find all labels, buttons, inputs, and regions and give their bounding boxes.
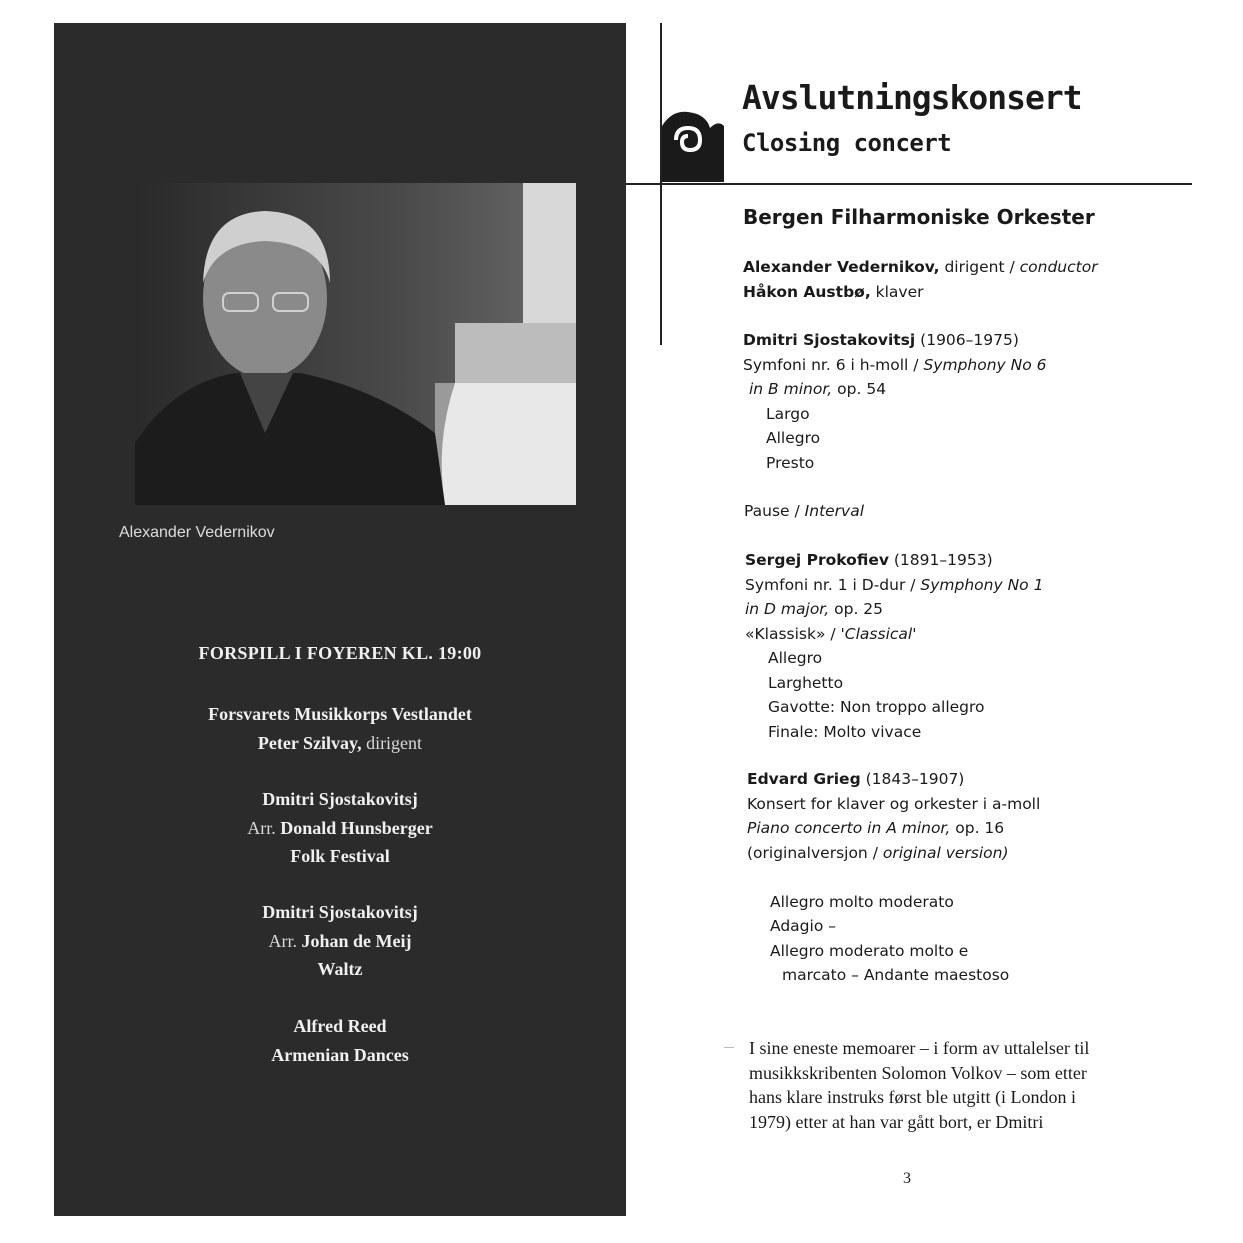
orchestra-name: Bergen Filharmoniske Orkester — [743, 205, 1095, 229]
piece-composer: Alfred Reed — [293, 1016, 387, 1036]
work-years: (1906–1975) — [920, 331, 1019, 349]
work-prokofiev: Sergej Prokofiev (1891–1953) Symfoni nr. 1 i D-dur / Symphony No 1 in D major, op. 25 «Klassisk» / 'Classical' Allegro Larghetto Gavotte: Non troppo allegro Finale: Molto vivace — [745, 548, 1043, 744]
movement: Allegro moderato molto e — [770, 941, 969, 960]
work-title-en: Symphony No 1 — [920, 575, 1044, 594]
movement: Allegro molto moderato — [770, 892, 954, 911]
work-title-no: Konsert for klaver og orkester i a-moll — [747, 794, 1041, 813]
performer-soloist: Håkon Austbø, klaver — [743, 282, 924, 301]
piece-title: Waltz — [317, 959, 363, 979]
piece-arranger: Donald Hunsberger — [280, 817, 433, 838]
movement: Larghetto — [768, 673, 844, 692]
piece-composer: Dmitri Sjostakovitsj — [262, 902, 418, 922]
work-title-no: Symfoni nr. 1 i D-dur — [745, 575, 906, 594]
work-years: (1843–1907) — [865, 770, 965, 788]
prelude-piece-3 — [54, 1012, 626, 1069]
movement: Gavotte: Non troppo allegro — [768, 698, 985, 716]
page-number: 3 — [903, 1170, 911, 1187]
work-years: (1891–1953) — [893, 551, 993, 569]
work-title-en: Symphony No 6 — [923, 355, 1047, 374]
work-opus: op. 54 — [837, 380, 887, 398]
conductor-portrait-image — [135, 183, 576, 505]
photo-caption: Alexander Vedernikov — [119, 524, 275, 541]
work-title-no: Symfoni nr. 6 i h-moll — [743, 355, 909, 374]
work-grieg: Edvard Grieg (1843–1907) Konsert for klaver og orkester i a-moll Piano concerto in A minor, op. 16 (originalversjon / original version) Allegro molto moderato Adagio – Allegro moderato molto e marcato – Andante maestoso — [747, 767, 1040, 988]
page-title: Avslutningskonsert — [742, 78, 1082, 117]
work-shostakovich: Dmitri Sjostakovitsj (1906–1975) Symfoni nr. 6 i h-moll / Symphony No 6 in B minor, op. 54 Largo Allegro Presto — [743, 328, 1047, 475]
margin-mark — [724, 1047, 734, 1048]
work-opus: op. 16 — [955, 819, 1005, 837]
ensemble-conductor-role: dirigent — [366, 732, 423, 753]
horizontal-rule — [626, 183, 1192, 185]
performer-conductor: Alexander Vedernikov, dirigent / conductor — [743, 258, 1098, 276]
work-composer: Edvard Grieg — [747, 770, 861, 788]
performers-list — [743, 255, 1098, 304]
piece-arranger: Johan de Meij — [301, 930, 412, 951]
movement: Finale: Molto vivace — [768, 722, 922, 741]
work-opus: op. 25 — [834, 600, 884, 618]
piece-title: Folk Festival — [290, 846, 390, 866]
prelude-piece-2 — [54, 898, 626, 984]
movement: Allegro — [768, 649, 823, 667]
work-composer: Sergej Prokofiev — [745, 551, 889, 569]
movement: Presto — [766, 453, 815, 472]
scroll-ornament-icon — [662, 106, 724, 182]
left-panel — [54, 23, 626, 1216]
movement: Largo — [766, 404, 810, 423]
ensemble-conductor-name: Peter Szilvay, — [257, 732, 362, 753]
page-subtitle: Closing concert — [742, 129, 952, 157]
piece-arr-prefix: Arr. — [268, 930, 297, 951]
piece-arr-prefix: Arr. — [247, 817, 276, 838]
piece-composer: Dmitri Sjostakovitsj — [262, 789, 418, 809]
piece-title: Armenian Dances — [271, 1044, 409, 1065]
work-composer: Dmitri Sjostakovitsj — [743, 331, 916, 349]
ensemble-block — [54, 700, 626, 757]
interval-line: Pause / Interval — [744, 502, 865, 520]
movement: marcato – Andante maestoso — [782, 966, 1010, 984]
ensemble-name: Forsvarets Musikkorps Vestlandet — [208, 704, 472, 724]
prelude-title: FORSPILL I FOYEREN KL. 19:00 — [198, 643, 482, 663]
prelude-piece-1 — [54, 785, 626, 871]
movement: Allegro — [766, 429, 821, 447]
work-title-en: Piano concerto in A minor, — [747, 819, 951, 837]
movement: Adagio – — [770, 917, 836, 935]
intro-paragraph: I sine eneste memoarer – i form av uttalelser til musikkskribenten Solomon Volkov – som etter hans klare instruks først ble utgitt (i London i 1979) etter at han var gått bort, er Dmitri — [749, 1038, 1090, 1132]
conductor-photo — [135, 183, 576, 505]
